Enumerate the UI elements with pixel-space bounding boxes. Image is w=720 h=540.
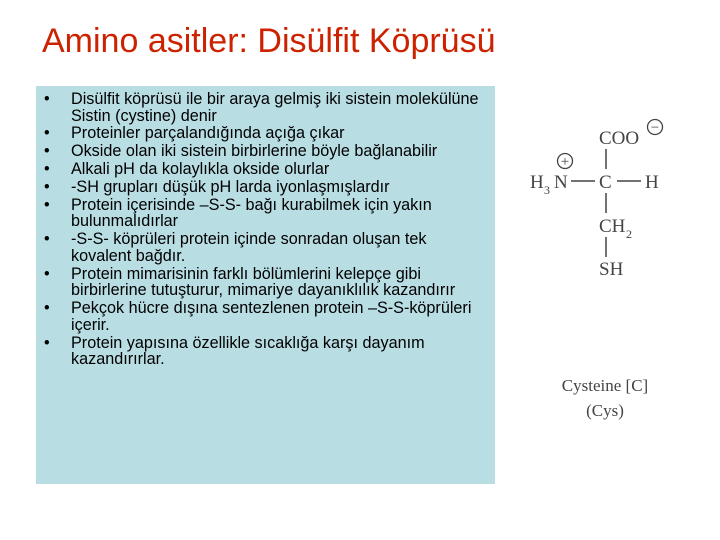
cysteine-structure bbox=[525, 115, 695, 435]
bullet-text: Okside olan iki sistein birbirlerine böyle bağlanabilir bbox=[71, 142, 438, 161]
bullet-dot: • bbox=[44, 160, 50, 179]
methylene-label: CH bbox=[599, 216, 626, 237]
bullet-dot: • bbox=[44, 178, 50, 197]
alpha-hydrogen-label: H bbox=[645, 172, 659, 193]
negative-charge-sign: − bbox=[650, 120, 660, 136]
bullet-dot: • bbox=[44, 90, 50, 108]
bullet-text: Proteinler parçalandığında açığa çıkar bbox=[71, 124, 345, 143]
bullet-dot: • bbox=[44, 264, 50, 283]
slide-title: Amino asitler: Disülfit Köprüsü bbox=[42, 22, 496, 60]
bullet-dot: • bbox=[44, 299, 50, 318]
bullet-item bbox=[44, 161, 489, 178]
bullet-text: -SH grupları düşük pH larda iyonlaşmışlardır bbox=[71, 178, 390, 197]
carboxylate-label: COO bbox=[599, 128, 640, 149]
bullet-item bbox=[44, 179, 489, 196]
molecule-name: Cysteine [C] bbox=[561, 376, 649, 395]
bullet-dot: • bbox=[44, 142, 50, 161]
bullet-item bbox=[44, 143, 489, 160]
methylene-subscript: 2 bbox=[626, 227, 632, 241]
bullet-text: -S-S- köprüleri protein içinde sonradan oluşan tek kovalent bağdır. bbox=[71, 230, 427, 265]
amine-h-label: H bbox=[530, 172, 544, 193]
bullet-dot: • bbox=[44, 230, 50, 249]
bullet-item bbox=[44, 335, 489, 368]
bullet-text: Protein yapısına özellikle sıcaklığa karşı dayanım kazandırırlar. bbox=[71, 333, 425, 369]
bullet-item bbox=[44, 197, 489, 230]
bullet-text: Disülfit köprüsü ile bir araya gelmiş iki sistein molekülüne Sistin (cystine) denir bbox=[71, 90, 479, 125]
bullet-dot: • bbox=[44, 124, 50, 143]
bullet-text: Protein içerisinde –S-S- bağı kurabilmek için yakın bulunmalıdırlar bbox=[71, 195, 432, 231]
bullet-box bbox=[36, 86, 495, 484]
thiol-label: SH bbox=[599, 259, 624, 280]
alpha-carbon-label: C bbox=[599, 172, 612, 193]
positive-charge-sign: + bbox=[560, 154, 570, 170]
bullet-item bbox=[44, 300, 489, 333]
bullet-dot: • bbox=[44, 333, 50, 352]
molecule-abbreviation: (Cys) bbox=[586, 401, 624, 420]
amine-n-label: N bbox=[554, 172, 568, 193]
bullet-item bbox=[44, 231, 489, 264]
bullet-text: Pekçok hücre dışına sentezlenen protein –S-S-köprüleri içerir. bbox=[71, 299, 472, 334]
bullet-text: Protein mimarisinin farklı bölümlerini kelepçe gibi birbirlerine tutuşturur, mimariye dayanıklılık kazandırır bbox=[71, 264, 456, 300]
bullet-text: Alkali pH da kolaylıkla okside olurlar bbox=[71, 160, 330, 179]
bullet-item bbox=[44, 125, 489, 142]
bullet-list bbox=[44, 91, 489, 368]
bullet-item bbox=[44, 266, 489, 299]
bullet-item bbox=[44, 91, 489, 124]
amine-subscript: 3 bbox=[544, 183, 550, 197]
bullet-dot: • bbox=[44, 195, 50, 214]
